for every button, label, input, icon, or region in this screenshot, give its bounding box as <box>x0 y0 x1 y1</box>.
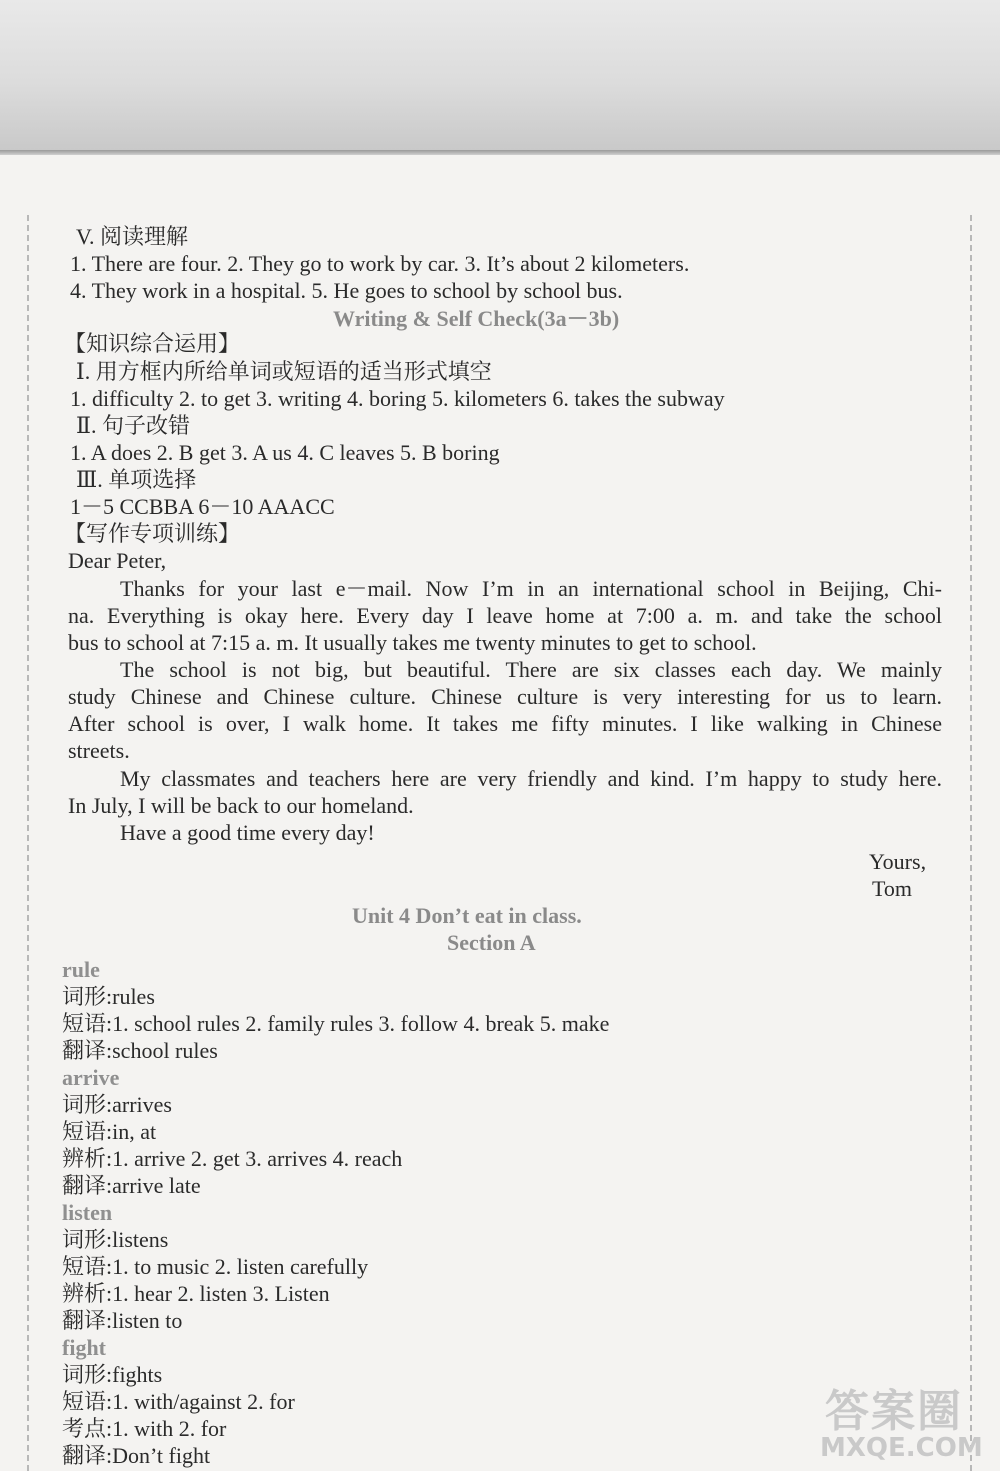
part3-heading: Ⅲ. 单项选择 <box>76 467 197 492</box>
letter-p1-line1: Thanks for your last e－mail. Now I’m in an international school in Beijing, Chi- <box>120 576 942 601</box>
letter-p2-line2: study Chinese and Chinese culture. Chinese culture is very interesting for us to learn. <box>68 684 942 709</box>
vocab-listen-analysis: 辨析:1. hear 2. listen 3. Listen <box>62 1281 330 1306</box>
letter-p4: Have a good time every day! <box>120 820 375 845</box>
page-header-band <box>0 0 1000 150</box>
header-divider <box>0 150 1000 155</box>
reading-answers-line1: 1. There are four. 2. They go to work by car. 3. It’s about 2 kilometers. <box>70 251 690 276</box>
vocab-arrive-translation: 翻译:arrive late <box>62 1173 201 1198</box>
part2-heading: Ⅱ. 句子改错 <box>76 413 190 438</box>
knowledge-heading: 【知识综合运用】 <box>64 331 241 356</box>
reading-heading: V. 阅读理解 <box>76 224 189 249</box>
part2-answers: 1. A does 2. B get 3. A us 4. C leaves 5. B boring <box>70 440 500 465</box>
letter-p1-line2: na. Everything is okay here. Every day I leave home at 7:00 a. m. and take the school <box>68 603 942 628</box>
letter-p2-line3: After school is over, I walk home. It takes me fifty minutes. I like walking in Chinese <box>68 711 942 736</box>
letter-closing: Yours, <box>869 849 927 874</box>
vocab-listen-form: 词形:listens <box>62 1227 169 1252</box>
part1-heading: Ⅰ. 用方框内所给单词或短语的适当形式填空 <box>76 359 492 384</box>
vocab-listen-translation: 翻译:listen to <box>62 1308 183 1333</box>
vocab-fight-phrases: 短语:1. with/against 2. for <box>62 1389 295 1414</box>
vocab-arrive-phrases: 短语:in, at <box>62 1119 157 1144</box>
vocab-fight-translation: 翻译:Don’t fight <box>62 1443 211 1468</box>
part3-answers: 1－5 CCBBA 6－10 AAACC <box>70 494 335 519</box>
vocab-arrive-form: 词形:arrives <box>62 1092 172 1117</box>
watermark-logo-text: 答案圈 <box>825 1386 963 1437</box>
vocab-word-listen: listen <box>62 1200 113 1225</box>
vocab-arrive-analysis: 辨析:1. arrive 2. get 3. arrives 4. reach <box>62 1146 403 1171</box>
writing-heading: 【写作专项训练】 <box>64 521 241 546</box>
left-margin-line <box>27 215 29 1471</box>
vocab-rule-translation: 翻译:school rules <box>62 1038 218 1063</box>
vocab-word-fight: fight <box>62 1335 106 1360</box>
part1-answers: 1. difficulty 2. to get 3. writing 4. boring 5. kilometers 6. takes the subway <box>70 386 725 411</box>
letter-p1-line3: bus to school at 7:15 a. m. It usually takes me twenty minutes to get to school. <box>68 630 757 655</box>
vocab-fight-form: 词形:fights <box>62 1362 163 1387</box>
reading-answers-line2: 4. They work in a hospital. 5. He goes to school by school bus. <box>70 278 623 303</box>
vocab-fight-exam-point: 考点:1. with 2. for <box>62 1416 227 1441</box>
section-title-writing: Writing & Self Check(3a－3b) <box>333 306 620 331</box>
letter-p3-line1: My classmates and teachers here are very friendly and kind. I’m happy to study here. <box>120 766 942 791</box>
letter-signature: Tom <box>872 876 913 901</box>
vocab-rule-form: 词形:rules <box>62 984 155 1009</box>
watermark-domain: MXQE.COM <box>820 1433 983 1463</box>
letter-p3-line2: In July, I will be back to our homeland. <box>68 793 414 818</box>
vocab-listen-phrases: 短语:1. to music 2. listen carefully <box>62 1254 369 1279</box>
vocab-word-arrive: arrive <box>62 1065 120 1090</box>
letter-greeting: Dear Peter, <box>68 548 167 573</box>
vocab-rule-phrases: 短语:1. school rules 2. family rules 3. follow 4. break 5. make <box>62 1011 610 1036</box>
site-watermark <box>815 1375 990 1467</box>
letter-p2-line4: streets. <box>68 738 130 763</box>
unit-title: Unit 4 Don’t eat in class. <box>352 903 582 928</box>
vocab-word-rule: rule <box>62 957 100 982</box>
letter-p2-line1: The school is not big, but beautiful. There are six classes each day. We mainly <box>120 657 942 682</box>
unit-section: Section A <box>447 930 536 955</box>
